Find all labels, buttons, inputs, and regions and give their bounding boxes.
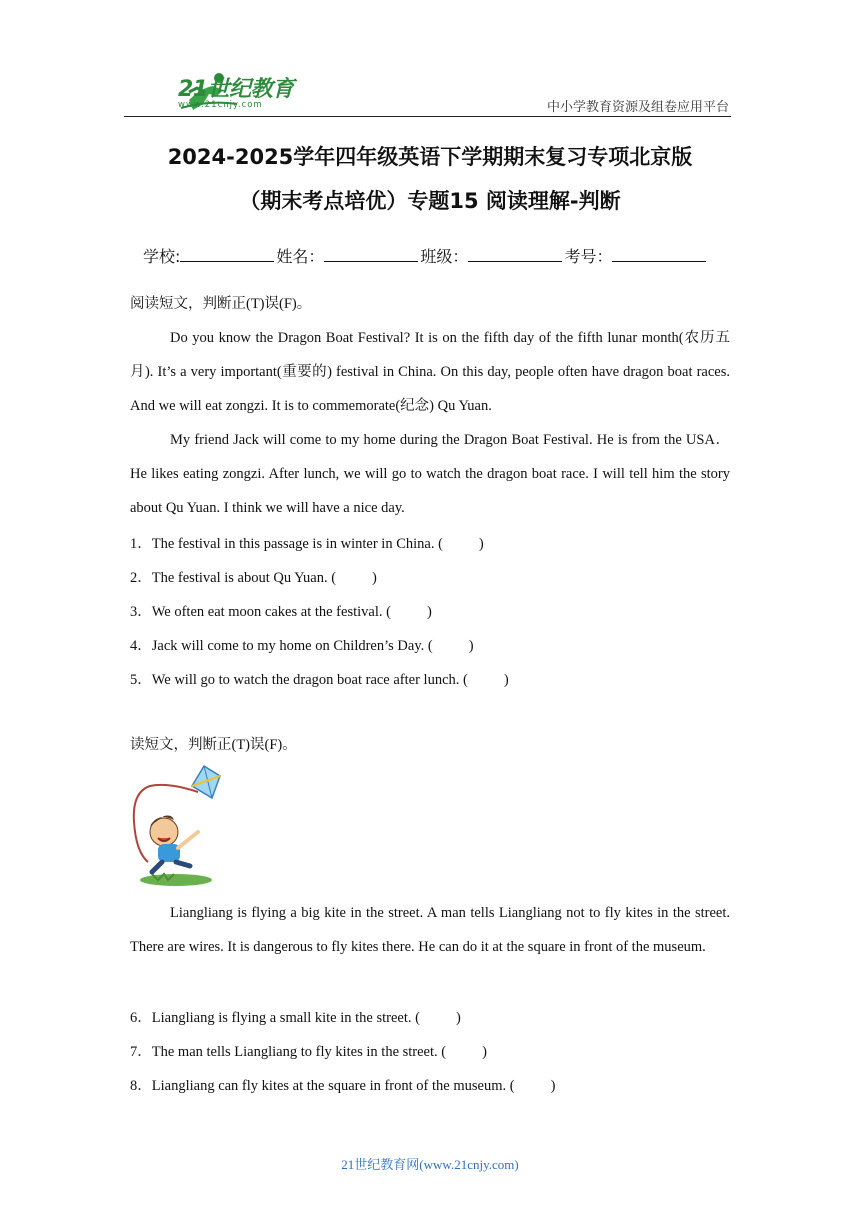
question-8: 8．Liangliang can fly kites at the square in front of the museum. ( ) (130, 1078, 556, 1094)
school-field[interactable] (180, 247, 274, 262)
question-5: 5．We will go to watch the dragon boat race after lunch. ( ) (130, 672, 509, 688)
question-3: 3．We often eat moon cakes at the festival. ( ) (130, 604, 432, 620)
header-divider (124, 116, 731, 117)
question-1: 1．The festival in this passage is in winter in China. ( ) (130, 536, 484, 552)
section1-paragraph1: Do you know the Dragon Boat Festival? It is on the fifth day of the fifth lunar month(农历五月). It’s a very important(重要的) festival in China. On this day, people often have dragon boat races. And we will eat zongzi. It is to commemorate(纪念) Qu Yuan. (130, 330, 730, 414)
exam-no-label: 考号： (564, 247, 613, 266)
question-2: 2．The festival is about Qu Yuan. ( ) (130, 570, 377, 586)
section2-instruction: 读短文，判断正(T)误(F)。 (130, 737, 297, 753)
school-label: 学校: (143, 247, 181, 266)
section1-paragraph2: My friend Jack will come to my home during the Dragon Boat Festival. He is from the USA．He likes eating zongzi. After lunch, we will go to watch the dragon boat race. I will tell him the story about Qu Yuan. I think we will have a nice day. (130, 432, 730, 516)
footer-link[interactable]: 21世纪教育网(www.21cnjy.com) (341, 1157, 519, 1172)
question-7: 7．The man tells Liangliang to fly kites in the street. ( ) (130, 1044, 487, 1060)
logo-url: www.21cnjy.com (178, 100, 263, 110)
section1-instruction: 阅读短文，判断正(T)误(F)。 (130, 296, 312, 312)
name-label: 姓名： (276, 247, 325, 266)
class-field[interactable] (468, 247, 562, 262)
exam-no-field[interactable] (612, 247, 706, 262)
student-info-line (143, 244, 708, 267)
logo-text: 21世纪教育 (178, 77, 294, 102)
page-title-line2: （期末考点培优）专题15 阅读理解-判断 (239, 189, 621, 213)
question-4: 4．Jack will come to my home on Children’s Day. ( ) (130, 638, 474, 654)
class-label: 班级： (420, 247, 469, 266)
name-field[interactable] (324, 247, 418, 262)
platform-name: 中小学教育资源及组卷应用平台 (546, 99, 729, 114)
section2-paragraph1: Liangliang is flying a big kite in the street. A man tells Liangliang not to fly kites in the street. There are wires. It is dangerous to fly kites there. He can do it at the square in front of the museum. (130, 905, 730, 955)
page-title-line1: 2024-2025学年四年级英语下学期期末复习专项北京版 (167, 145, 693, 169)
question-6: 6．Liangliang is flying a small kite in the street. ( ) (130, 1010, 461, 1026)
boy-flying-kite-illustration (128, 762, 224, 890)
